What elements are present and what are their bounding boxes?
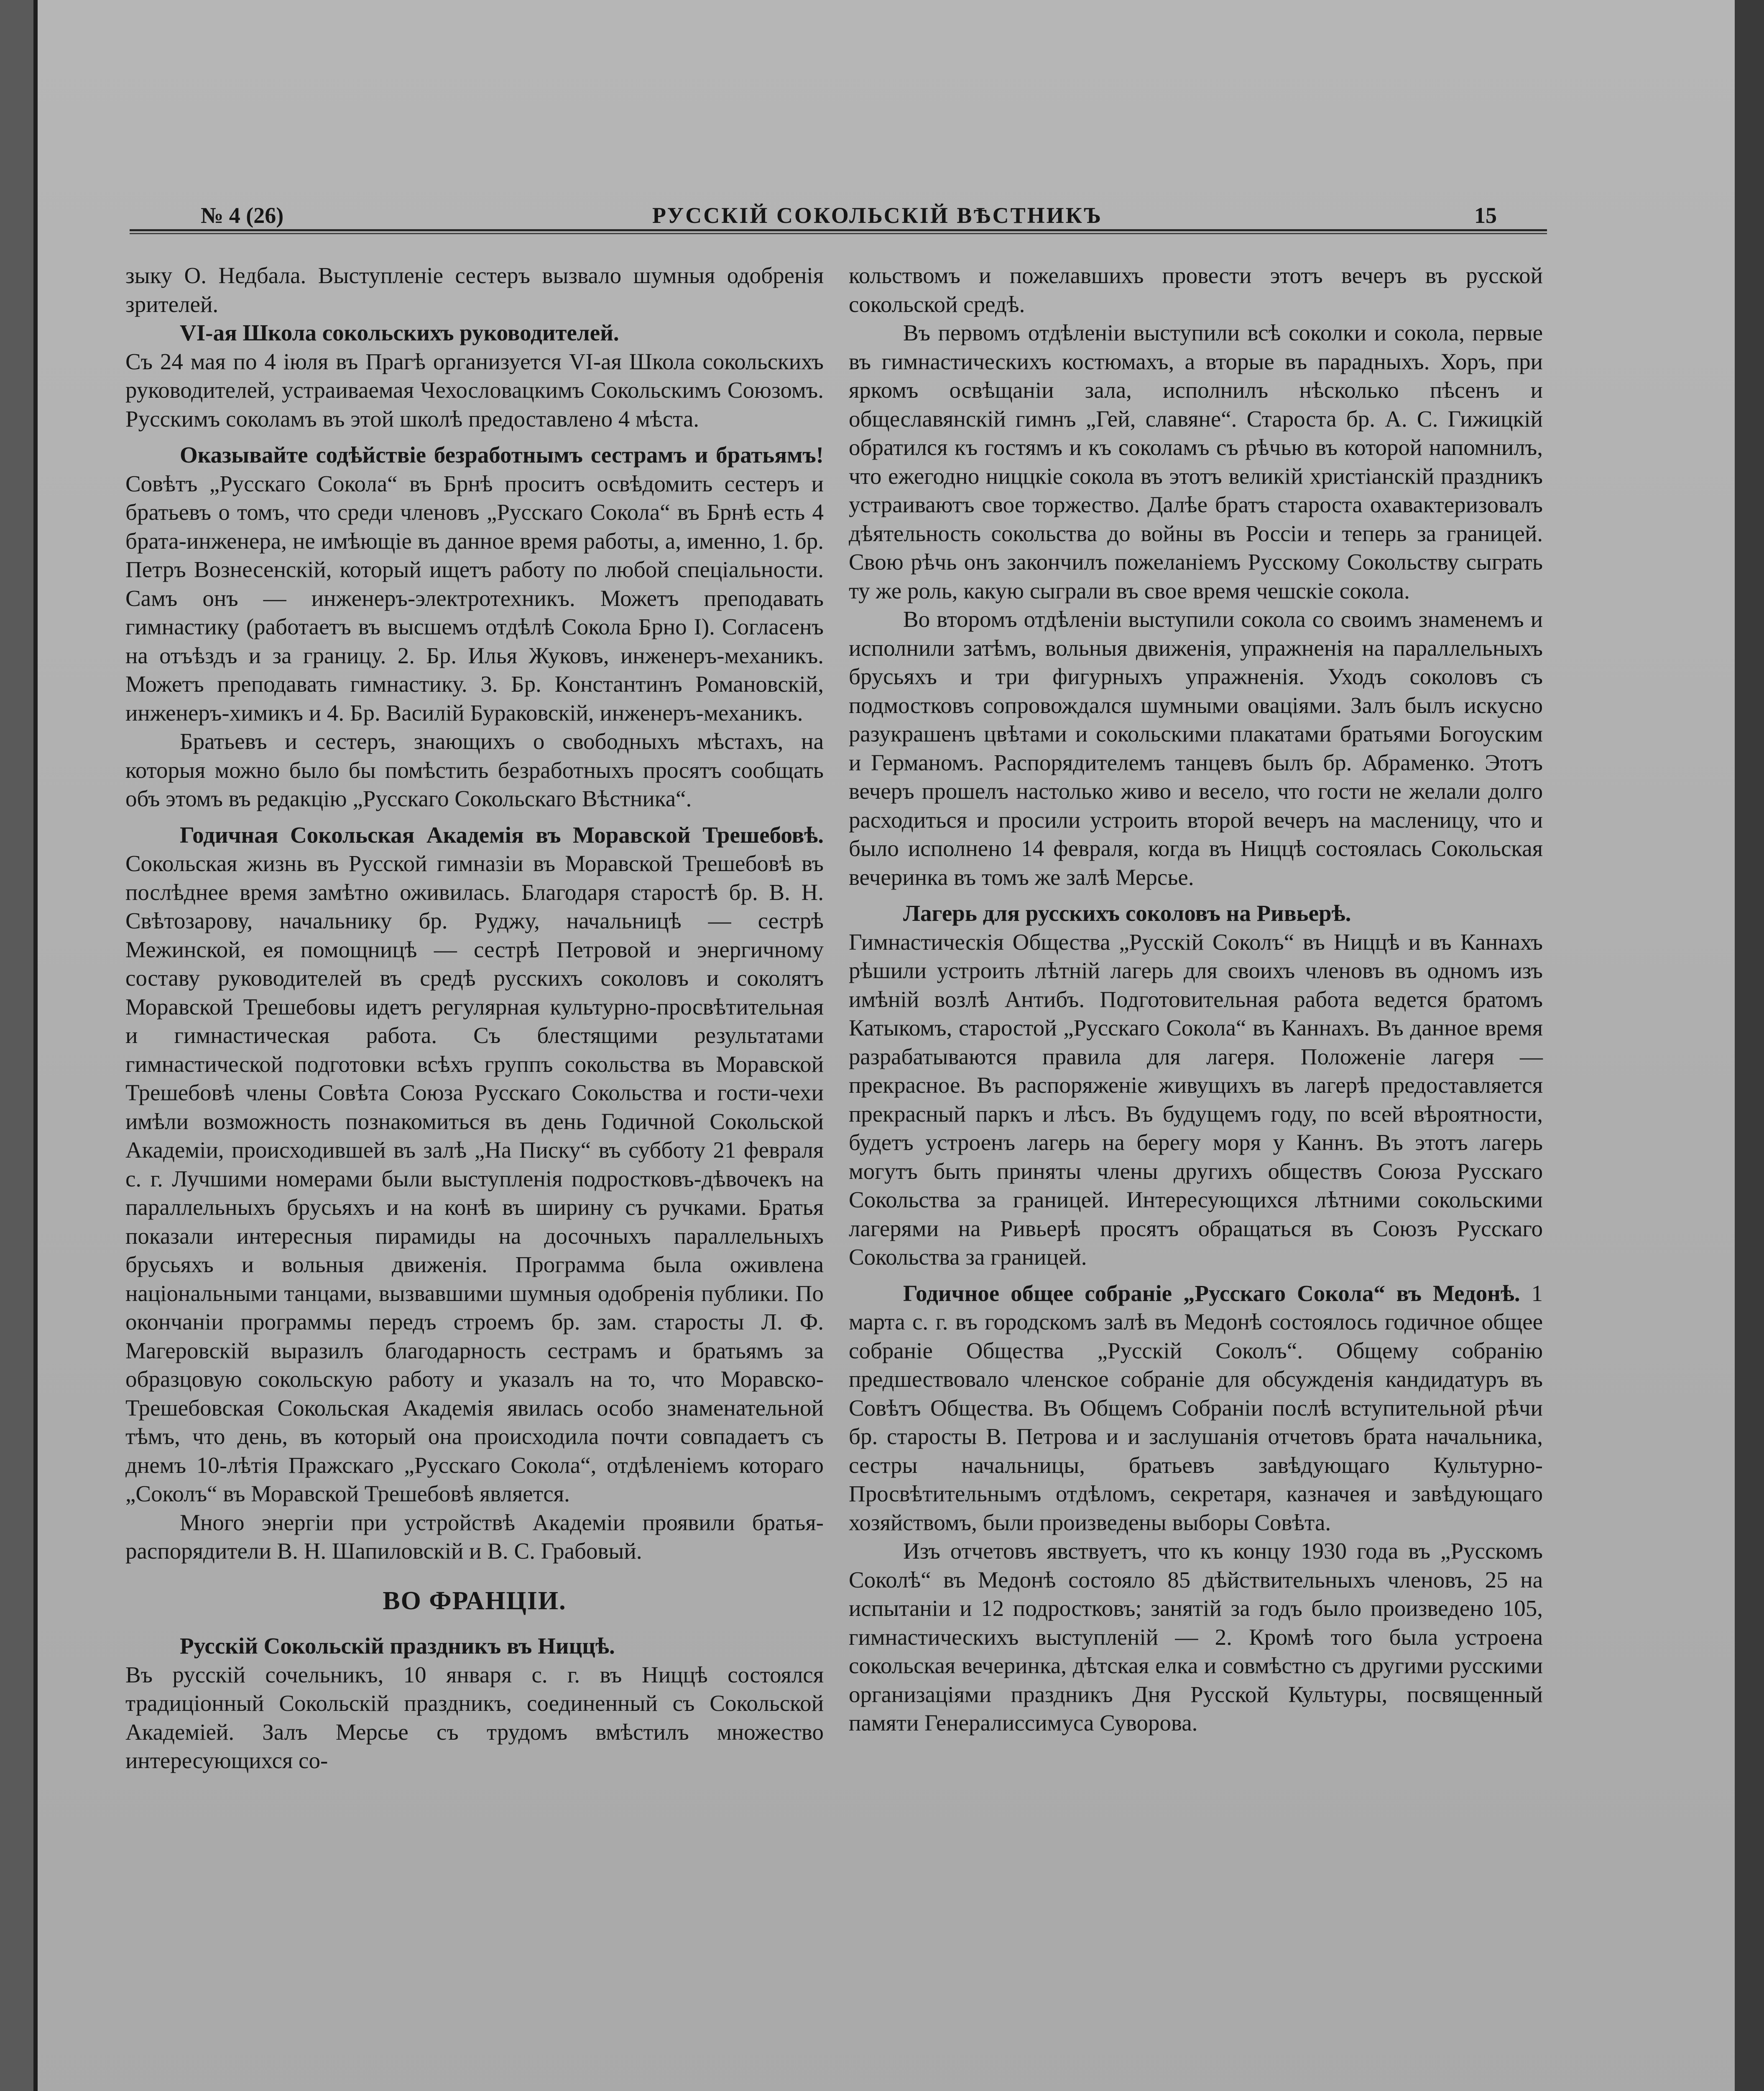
paragraph: Съ 24 мая по 4 іюля въ Прагѣ организуется VI-ая Школа сокольскихъ руководителей, устраиваемая Чехословацкимъ Сокольскимъ Союзомъ. Русскимъ соколамъ въ этой школѣ предоставлено 4 мѣста. xyxy=(125,348,824,432)
paragraph: Много энергіи при устройствѣ Академіи проявили братья-распорядители В. Н. Шапиловскій и В. С. Грабовый. xyxy=(125,1509,824,1564)
section-heading: ВО ФРАНЦІИ. xyxy=(383,1586,567,1615)
right-column xyxy=(849,261,1543,1738)
paragraph: Сокольская жизнь въ Русской гимназіи въ Моравской Трешебовѣ въ послѣднее время замѣтно оживилась. Благодаря старостѣ бр. В. Н. Свѣтозарову, начальнику бр. Руджу, начальницѣ — сестрѣ Межинской, ея помощницѣ — сестрѣ Петровой и энергичному составу руководителей въ средѣ русскихъ соколовъ и соколятъ Моравской Трешебовы идетъ регулярная культурно-просвѣтительная и гимнастическая работа. Съ блестящими результатами гимнастической подготовки всѣхъ группъ сокольства въ Моравской Трешебовѣ члены Совѣта Союза Русскаго Сокольства и гости-чехи имѣли возможность познакомиться въ день Годичной Сокольской Академіи, происходившей въ залѣ „На Писку“ въ субботу 21 февраля с. г. Лучшими номерами были выступленія подростковъ-дѣвочекъ на параллельныхъ брусьяхъ и на конѣ въ ширину съ ручками. Братья показали интересныя пирамиды на досочныхъ параллельныхъ брусьяхъ и вольныя движенія. Программа была оживлена національными танцами, вызвавшими шумныя одобренія публики. По окончаніи программы передъ строемъ бр. зам. старосты Л. Ф. Магеровскій выразилъ благодарность сестрамъ и братьямъ за образцовую сокольскую работу и указалъ на то, что Моравско-Трешебовская Сокольская Академія явилась особо знаменательной тѣмъ, что день, въ который она происходила почти совпадаетъ съ днемъ 10-лѣтія Пражскаго „Русскаго Сокола“, отдѣленіемъ котораго „Соколъ“ въ Моравской Трешебовѣ является. xyxy=(125,851,824,1506)
paragraph: Совѣтъ „Русскаго Сокола“ въ Брнѣ проситъ освѣдомить сестеръ и братьевъ о томъ, что среди членовъ „Русскаго Сокола“ въ Брнѣ есть 4 брата-инженера, не имѣющіе въ данное время работы, а, именно, 1. бр. Петръ Вознесенскій, который ищетъ работу по любой спеціальности. Самъ онъ — инженеръ-электротехникъ. Можетъ преподавать гимнастику (работаетъ въ высшемъ отдѣлѣ Сокола Брно I). Согласенъ на отъѣздъ и за границу. 2. Бр. Илья Жуковъ, инженеръ-механикъ. Можетъ преподавать гимнастику. 3. Бр. Константинъ Романовскій, инженеръ-химикъ и 4. Бр. Василій Бураковскій, инженеръ-механикъ. xyxy=(125,470,824,726)
issue-number: № 4 (26) xyxy=(201,203,284,228)
article-unemployed xyxy=(125,441,824,727)
article-nice-heading xyxy=(125,1632,824,1661)
paragraph: Братьевъ и сестеръ, знающихъ о свободныхъ мѣстахъ, на которыя можно было бы помѣстить безработныхъ просятъ сообщать объ этомъ въ редакцію „Русскаго Сокольскаго Вѣстника“. xyxy=(125,729,824,811)
article-meudon xyxy=(849,1279,1543,1537)
paragraph: кольствомъ и пожелавшихъ провести этотъ вечеръ въ русской сокольской средѣ. xyxy=(849,263,1543,317)
paragraph: Въ русскій сочельникъ, 10 января с. г. въ Ниццѣ состоялся традиціонный Сокольскій праздникъ, соединенный съ Сокольской Академіей. Залъ Мерсье съ трудомъ вмѣстилъ множество интересующихся со- xyxy=(125,1662,824,1773)
paragraph: Изъ отчетовъ явствуетъ, что къ концу 1930 года въ „Русскомъ Соколѣ“ въ Медонѣ состояло 85 дѣйствительныхъ членовъ, 25 на испытаніи и 12 подростковъ; занятій за годъ было произведено 105, гимнастическихъ выступленій — 2. Кромѣ того была устроена сокольская вечеринка, дѣтская елка и совмѣстно съ другими русскими организаціями праздникъ Дня Русской Культуры, посвященный памяти Генералиссимуса Суворова. xyxy=(849,1538,1543,1736)
scan-edge-left xyxy=(0,0,33,2091)
article-heading: Русскій Сокольскій праздникъ въ Ниццѣ. xyxy=(180,1633,615,1659)
left-column xyxy=(125,261,824,1775)
article-heading: VI-ая Школа сокольскихъ руководителей. xyxy=(180,320,619,345)
page-number: 15 xyxy=(1474,203,1497,228)
article-heading: Годичное общее собраніе „Русскаго Сокола“ въ Медонѣ. xyxy=(903,1280,1520,1306)
article-heading: Лагерь для русскихъ соколовъ на Ривьерѣ. xyxy=(903,900,1351,926)
header-rule xyxy=(130,229,1547,231)
article-heading: Годичная Сокольская Академія въ Моравской Трешебовѣ. xyxy=(180,822,824,848)
paragraph: зыку О. Недбала. Выступленіе сестеръ вызвало шумныя одобренія зрителей. xyxy=(125,263,824,317)
paragraph: Гимнастическія Общества „Русскій Соколъ“ въ Ниццѣ и въ Каннахъ рѣшили устроить лѣтній лагерь для своихъ членовъ въ одномъ изъ имѣній возлѣ Антибъ. Подготовительная работа ведется братомъ Катыкомъ, старостой „Русскаго Сокола“ въ Каннахъ. Въ данное время разрабатываются правила для лагеря. Положеніе лагеря — прекрасное. Въ распоряженіе живущихъ въ лагерѣ предоставляется прекрасный паркъ и лѣсъ. Въ будущемъ году, по всей вѣроятности, будетъ устроенъ лагерь на берегу моря у Каннъ. Въ этотъ лагерь могутъ быть приняты члены другихъ обществъ Союза Русскаго Сокольства за границей. Интересующихся лѣтними сокольскими лагерями на Ривьерѣ просятъ обращаться въ Союзъ Русскаго Сокольства за границей. xyxy=(849,929,1543,1270)
article-camp-heading xyxy=(849,899,1543,928)
paragraph: Въ первомъ отдѣленіи выступили всѣ соколки и сокола, первые въ гимнастическихъ костюмахъ, а вторые въ парадныхъ. Хоръ, при яркомъ освѣщаніи зала, исполнилъ нѣсколько пѣсенъ и общеславянскій гимнъ „Гей, славяне“. Староста бр. А. С. Гижицкій обратился къ гостямъ и къ соколамъ съ рѣчью въ которой напомнилъ, что ежегодно ниццкіе сокола въ этотъ великій христіанскій праздникъ устраиваютъ свое торжество. Далѣе братъ староста охавактеризовалъ дѣятельность сокольства до войны въ Россіи и теперь за границей. Свою рѣчь онъ закончилъ пожеланіемъ Русскому Сокольству сыграть ту же роль, какую сыграли въ свое время чешскіе сокола. xyxy=(849,320,1543,603)
scan-edge-left-line xyxy=(33,0,38,2091)
paragraph: Во второмъ отдѣленіи выступили сокола со своимъ знаменемъ и исполнили затѣмъ, вольныя движенія, упражненія на параллельныхъ брусьяхъ и три фигурныхъ упражненія. Уходъ соколовъ съ подмостковъ сопровождался шумными оваціями. Залъ былъ искусно разукрашенъ цвѣтами и сокольскими плакатами братьями Богоуским и Германомъ. Распорядителемъ танцевъ былъ бр. Абраменко. Этотъ вечеръ прошелъ настолько живо и весело, что гости не желали долго расходиться и просили устроить второй вечеръ на масленицу, что и было исполнено 14 февраля, когда въ Ниццѣ состоялась Сокольская вечеринка въ томъ же залѣ Мерсье. xyxy=(849,606,1543,890)
scan-edge-right xyxy=(1735,0,1764,2091)
paragraph: 1 марта с. г. въ городскомъ залѣ въ Медонѣ состоялось годичное общее собраніе Общества „Русскій Соколъ“. Общему собранію предшествовало членское собраніе для обсужденія кандидатуръ въ Совѣтъ Общества. Въ Общемъ Собраніи послѣ вступительной рѣчи бр. старосты В. Петрова и и заслушанія отчетовъ брата начальника, сестры начальницы, братьевъ завѣдующаго Культурно-Просвѣтительнымъ отдѣломъ, секретаря, казначея и завѣдующаго хозяйствомъ, были произведены выборы Совѣта. xyxy=(849,1280,1543,1535)
running-header xyxy=(130,201,1551,230)
journal-title: РУССКІЙ СОКОЛЬСКІЙ ВѢСТНИКЪ xyxy=(652,203,1103,228)
article-school xyxy=(125,319,824,348)
header-rule-thin xyxy=(130,233,1547,234)
article-heading: Оказывайте содѣйствіе безработнымъ сестрамъ и братьямъ! xyxy=(180,442,824,468)
article-academy xyxy=(125,821,824,1508)
